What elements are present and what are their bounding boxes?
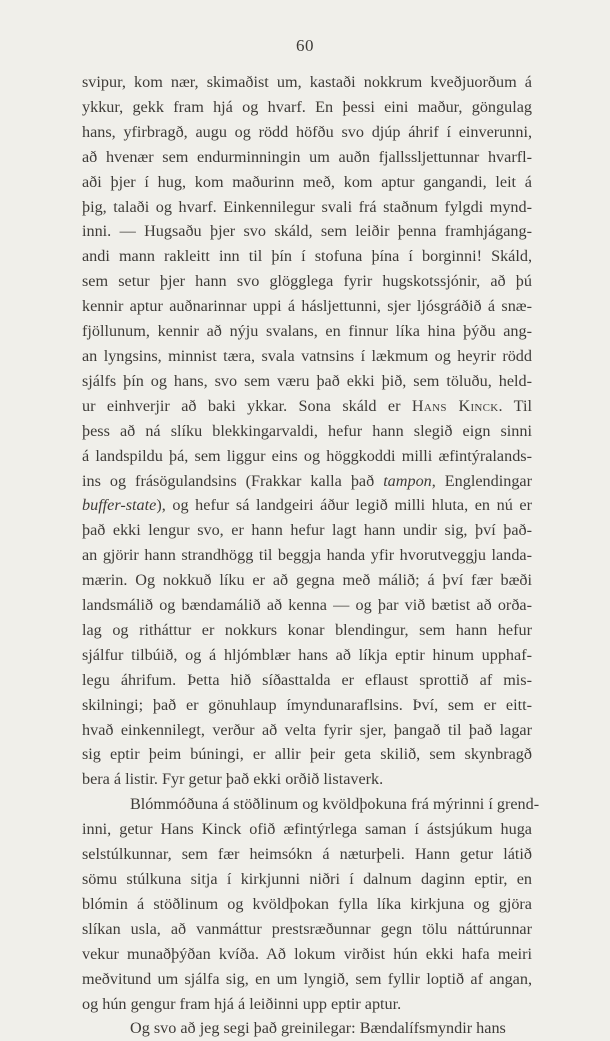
italic-term: tampon <box>383 471 432 490</box>
text-line <box>82 718 532 743</box>
text-segment: Blómmóðuna á stöðlinum og kvöldþokuna frá mýrinni í grend- <box>130 795 540 814</box>
paragraph-3 <box>82 1016 532 1041</box>
text-line <box>82 369 532 394</box>
text-line <box>82 294 532 319</box>
text-line <box>82 792 540 817</box>
text-segment: inni, getur Hans Kinck ofið æfintýrlega saman í ástsjúkum huga <box>82 820 532 839</box>
text-line <box>82 269 532 294</box>
paragraph-1 <box>82 70 532 792</box>
text-line <box>82 842 532 867</box>
text-line <box>82 693 532 718</box>
text-segment: að hvenær sem endurminningin um auðn fjallssljettunnar hvarfl- <box>82 147 532 166</box>
text-line <box>82 817 532 842</box>
text-line <box>82 70 532 95</box>
text-segment: ur einhverjir að baki ykkar. Sona skáld er <box>82 396 412 415</box>
text-line <box>82 344 532 369</box>
text-line <box>82 493 532 518</box>
text-line <box>82 892 532 917</box>
text-line <box>82 643 532 668</box>
text-segment: landsmálið og bændamálið að kenna — og þar við bætist að orða- <box>82 596 532 615</box>
text-segment: mærin. Og nokkuð líku er að gegna með málið; á því fær bæði <box>82 571 532 590</box>
text-segment: þig, talaði og hvarf. Einkennilegur svali frá staðnum fylgdi mynd- <box>82 197 532 216</box>
text-segment: hvað einkennilegt, verður að velta fyrir sjer, þangað til það lagar <box>82 720 532 739</box>
text-line <box>82 419 532 444</box>
text-segment: inni. — Hugsaðu þjer svo skáld, sem leiðir þenna framhjágang- <box>82 222 532 241</box>
text-segment: vekur munaðþýðan kvíða. Að lokum virðist hún ekki hafa meiri <box>82 944 532 963</box>
text-segment: fjöllunum, kennir að nýju svalans, en finnur líka hina þýðu ang- <box>82 322 532 341</box>
text-line <box>82 444 532 469</box>
text-line <box>82 120 532 145</box>
text-segment: slíkan usla, að vanmáttur prestsræðunnar gegn tölu náttúrunnar <box>82 919 532 938</box>
text-segment: svipur, kom nær, skimaðist um, kastaði nokkrum kveðjuorðum á <box>82 73 532 91</box>
text-segment: an gjörir hann strandhögg til beggja handa yfir hvorutveggju landa- <box>82 546 532 565</box>
text-segment: an lyngsins, minnist tæra, svala vatnsins í lækmum og heyrir rödd <box>82 346 532 365</box>
text-segment: ins og frásögulandsins (Frakkar kalla það <box>82 471 384 490</box>
page-number: 60 <box>296 36 314 55</box>
text-line <box>82 593 532 618</box>
text-line <box>82 469 532 494</box>
text-segment: meðvitund um sjálfa sig, en um lyngið, sem fyllir loptið af angan, <box>82 969 532 988</box>
text-segment: þess að ná slíku blekkingarvaldi, hefur hann slegið eign sinni <box>82 421 532 440</box>
text-line <box>82 145 532 170</box>
text-segment: legu áhrifum. Þetta hið síðasttalda er eflaust sprottið af mis- <box>82 670 532 689</box>
text-segment: ), og hefur sá landgeiri áður legið milli hluta, en nú er <box>156 496 532 515</box>
text-segment: ykkur, gekk fram hjá og hvarf. En þessi eini maður, göngulag <box>82 97 532 116</box>
text-line <box>82 170 532 195</box>
text-segment: . Til <box>498 396 532 415</box>
text-segment: sjálfs þín og hans, svo sem væru það ekki þið, sem töluðu, held- <box>82 371 532 390</box>
text-line <box>82 992 532 1017</box>
text-segment: sem setur þjer hann svo glögglega fyrir hugskotssjónir, að þú <box>82 272 532 291</box>
text-line <box>82 767 532 792</box>
text-segment: blómin á stöðlinum og kvöldþokan fylla líka kirkjuna og gjöra <box>82 894 532 913</box>
text-segment: á landspildu þá, sem liggur eins og höggkoddi milli æfintýralands- <box>82 446 532 465</box>
text-segment: það ekki lengur svo, er hann hefur lagt hann undir sig, því það- <box>82 521 532 540</box>
text-segment: sig eptir þeim búningi, er allir þeir geta skilið, sem skynbragð <box>82 745 532 764</box>
text-line <box>82 568 532 593</box>
text-line <box>82 967 532 992</box>
text-segment: sjálfur tilbúið, og á hljómblær hans að líkja eptir hinum upphaf- <box>82 645 532 664</box>
text-segment: bera á listir. Fyr getur það ekki orðið listaverk. <box>82 770 384 789</box>
text-segment: skilningi; það er gönuhlaup ímyndunaraflsins. Því, sem er eitt- <box>82 695 532 714</box>
text-line <box>82 917 532 942</box>
text-line <box>82 219 532 244</box>
paragraph-2 <box>82 792 540 1016</box>
body-text <box>82 70 540 1041</box>
italic-term: buffer-state <box>82 496 157 515</box>
text-segment: hans, yfirbragð, augu og rödd höfðu svo djúp áhrif í einverunni, <box>82 122 532 141</box>
text-segment: Og svo að jeg segi það greinilegar: Bændalífsmyndir hans <box>130 1019 506 1038</box>
text-line <box>82 618 532 643</box>
author-name: Hans Kinck <box>411 396 499 415</box>
text-line <box>82 394 532 419</box>
text-line <box>82 543 532 568</box>
text-line <box>82 319 532 344</box>
text-segment: kennir aptur auðnarinnar uppi á háslјettunni, sjer ljósgráðið á snæ- <box>82 297 532 316</box>
text-line <box>82 742 532 767</box>
text-line <box>82 1016 532 1041</box>
text-segment: selstúlkunnar, sem fær heimsókn á næturþeli. Hann getur látið <box>82 845 532 864</box>
text-segment: lag og ritháttur er nokkurs konar blendingur, sem hann hefur <box>82 620 532 639</box>
text-segment: sömu stúlkuna sitja í kirkjunni niðri í dalnum daginn eptir, en <box>82 870 532 888</box>
text-segment: aði þjer í hug, kom maðurinn með, kom aptur gangandi, leit á <box>82 172 532 191</box>
text-line <box>82 195 532 220</box>
text-line <box>82 95 532 120</box>
text-line <box>82 867 532 892</box>
text-segment: og hún gengur fram hjá á leiðinni upp eptir aptur. <box>82 994 402 1013</box>
text-line <box>82 942 532 967</box>
text-line <box>82 244 532 269</box>
text-line <box>82 518 532 543</box>
text-line <box>82 668 532 693</box>
text-segment: andi mann rakleitt inn til þín í stofuna þína í borginni! Skáld, <box>82 247 532 266</box>
text-segment: , Englendingar <box>431 471 532 490</box>
